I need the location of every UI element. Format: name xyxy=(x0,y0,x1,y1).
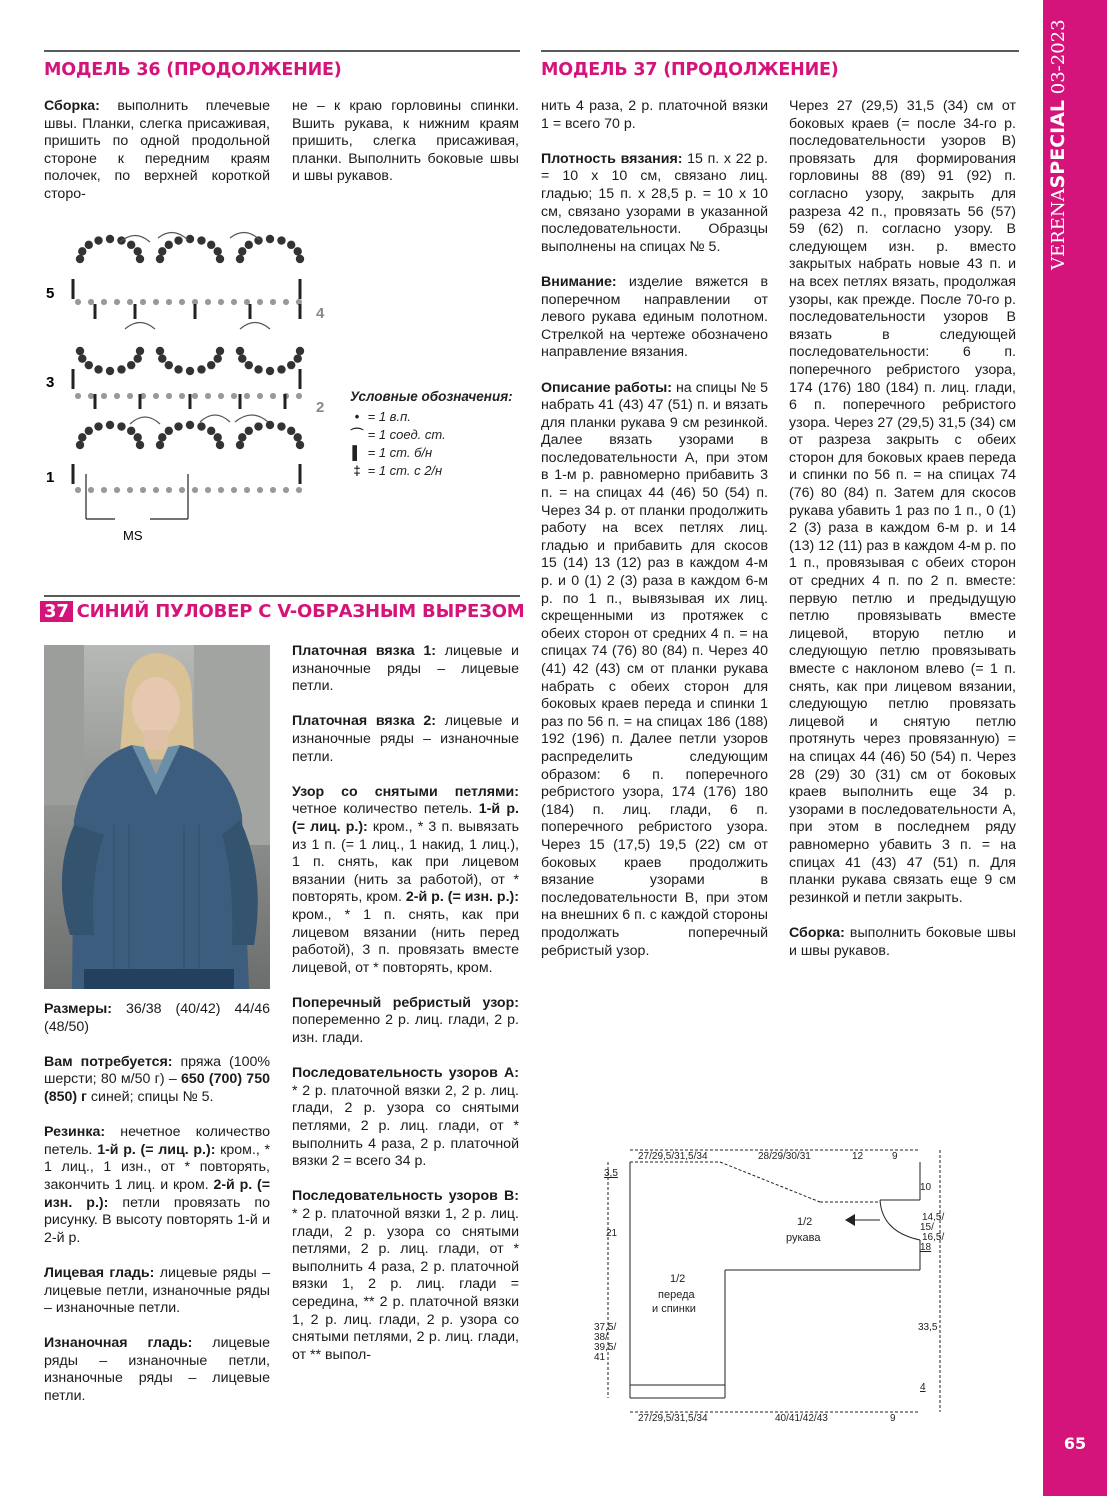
garment-schematic xyxy=(590,1140,970,1430)
svg-text:27/29,5/31,5/34: 27/29,5/31,5/34 xyxy=(638,1413,708,1424)
legend-item: ▌ = 1 ст. б/н xyxy=(350,444,513,462)
paragraph-neckline: Через 27 (29,5) 31,5 (34) см от боковых краев (= после 34-го р. последовательности узоров В) провязать для формирования горловины 88 (89) 91 (92) п. согласно узору, закрыть для разреза 42 п., провязать 56 (57) 59 (62) п. согласно узору. В следующем изн. р. вместо закрытых набрать новые 43 п. и на всех петлях вязать, продолжая узоры, как прежде. После 70-го р. последовательности узоров В вязать в следующей последовательности: 6 п. поперечного ребристого узора, 174 (176) 180 (184) п. лиц. глади, 6 п. поперечного ребристого узора. Через 27 (29,5) 31,5 (34) см от разреза закрыть с обеих сторон для боковых краев переда и спинки по 56 п. = на спицах 74 (76) 80 (84) п. Затем для скосов рукава убавить 1 раз по 1 п., 0 (1) 2 (3) раза в каждом 6-м р. и 14 (13) 12 (11) раз в каждом 4-м р. по 1 п., провязывая с обеих сторон от средних 4 п. по 2 п. вместе: первую петлю и предыдущую петлю провязывать вместе лицевой, вторую петлю и следующую петлю провязывать вместе с наклоном влево (= 1 п. снять, как при лицевом вязании, следующую петлю провязать лицевой и снятую петлю протянуть через провязанную) = на спицах 44 (46) 50 (54) п. Через 28 (29) 30 (31) см от боковых краев выполнить еще 34 р. узорами в последовательности А, при этом в последнем ряду равномерно убавить 3 п. = на спицах 41 (43) 47 (51) п. Для планки рукава связать еще 9 см резинкой и петли закрыть. xyxy=(789,98,1016,906)
model37-title: 37 СИНИЙ ПУЛОВЕР С V-ОБРАЗНЫМ ВЫРЕЗОМ xyxy=(40,601,525,622)
svg-text:14,5/: 14,5/ xyxy=(922,1212,945,1223)
magazine-brand: VERENASPECIAL 03-2023 xyxy=(1047,19,1069,270)
paragraph-stockinette: Лицевая гладь: лицевые ряды – лицевые петли, изнаночные ряды – изнаночные петли. xyxy=(44,1264,270,1317)
legend-item: ⌒ = 1 соед. ст. xyxy=(350,427,446,442)
paragraph-materials: Вам потребуется: пряжа (100% шерсти; 80 м/50 г) – 650 (700) 750 (850) г синей; спицы № 5. xyxy=(44,1053,270,1105)
model36-col1: Сборка: выполнить плечевые швы. Планки, слегка присаживая, пришить по одной продольной стороне к передним краям полочек, по верхней короткой сторо- xyxy=(44,98,270,202)
page-number: 65 xyxy=(1063,1434,1087,1453)
paragraph-garter-1: Платочная вязка 1: лицевые и изнаночные ряды – лицевые петли. xyxy=(292,643,519,695)
model37-col2 xyxy=(292,643,519,1382)
svg-text:12: 12 xyxy=(852,1151,864,1162)
svg-text:41: 41 xyxy=(594,1352,606,1363)
svg-text:и спинки: и спинки xyxy=(652,1303,696,1315)
chart-row-1: 1 xyxy=(46,469,55,486)
svg-text:21: 21 xyxy=(606,1228,618,1239)
dot-icon: • xyxy=(354,409,360,424)
paragraph-gauge: Плотность вязания: 15 п. х 22 р. = 10 х 10 см, связано лиц. гладью; 15 п. х 28,5 р. = 10 х 10 см, связано узорами в указанной последовательности. Образцы выполнены на спицах № 5. xyxy=(541,150,768,255)
model36-heading: МОДЕЛЬ 36 (ПРОДОЛЖЕНИЕ) xyxy=(44,60,342,80)
svg-text:28/29/30/31: 28/29/30/31 xyxy=(758,1151,811,1162)
model-photo xyxy=(44,645,270,989)
model37-col1 xyxy=(44,1001,270,1423)
svg-text:15/: 15/ xyxy=(920,1222,934,1233)
svg-text:16,5/: 16,5/ xyxy=(922,1232,945,1243)
svg-text:4: 4 xyxy=(920,1382,926,1393)
svg-text:38/: 38/ xyxy=(594,1332,608,1343)
model36-col2: не – к краю горловины спинки. Вшить рукава, к нижним краям пришить, слегка присаживая, планки. Выполнить боковые швы и швы рукавов. xyxy=(292,98,519,185)
chart-legend xyxy=(350,388,513,480)
svg-text:9: 9 xyxy=(892,1151,898,1162)
paragraph-instructions: Описание работы: на спицы № 5 набрать 41 (43) 47 (51) п. и вязать для планки рукава 9 см резинкой. Далее вязать узорами в последовательности А, при этом в 1-м р. равномерно прибавить 3 п. = на спицах 44 (46) 50 (54) п. Через 34 р. от планки продолжить работу на всех петлях лиц. гладью и прибавить для скосов 15 (14) 13 (12) раз в каждом 4-м р. и 0 (1) 2 (3) раза в каждом 6-м р. по 1 п., вывязывая их лиц. скрещенными из протяжек с обеих сторон от средних 4 п. = на спицах 74 (76) 80 (84) п. Через 40 (41) 42 (43) см от планки рукава набрать с обеих сторон для боковых краев переда и спинки 1 раз по 56 п. = на спицах 186 (188) 192 (196) п. Далее петли узоров распределить следующим образом: 6 п. поперечного ребристого узора, 174 (176) 180 (184) п. лиц. глади, 6 п. поперечного ребристого узора. Через 15 (17,5) 19,5 (22) см от боковых краев продолжить вязание узорами в последовательности В, при этом на внешних 6 п. с каждой стороны продолжать поперечный ребристый узор. xyxy=(541,379,768,959)
svg-text:33,5: 33,5 xyxy=(918,1322,938,1333)
model37-col3 xyxy=(541,98,768,978)
svg-text:переда: переда xyxy=(658,1289,695,1301)
chart-row-5: 5 xyxy=(46,285,55,302)
svg-text:рукава: рукава xyxy=(786,1232,821,1244)
single-crochet-icon: ▌ xyxy=(352,445,362,460)
sleeve-label: 1/2 xyxy=(797,1216,813,1228)
chart-row-2: 2 xyxy=(316,399,325,416)
svg-text:37,5/: 37,5/ xyxy=(594,1322,617,1333)
body-label: 1/2 xyxy=(670,1273,686,1285)
paragraph-sizes: Размеры: 36/38 (40/42) 44/46 (48/50) xyxy=(44,1001,270,1035)
chart-repeat-label: MS xyxy=(123,528,143,543)
paragraph-ridge-pattern: Поперечный ребристый узор: попеременно 2 р. лиц. глади, 2 р. изн. глади. xyxy=(292,994,519,1047)
crochet-chart xyxy=(40,224,340,544)
paragraph-rib: Резинка: нечетное количество петель. 1-й р. (= лиц. р.): кром., * 1 лиц., 1 изн., от * повторять, закончить 1 лиц. и кром. 2-й р. (= изн. р.): петли провязать по рисунку. В высоту повторять 1-й и 2-й р. xyxy=(44,1124,270,1246)
chart-row-4: 4 xyxy=(316,305,325,322)
model37-title-rule xyxy=(44,595,520,597)
paragraph-attention: Внимание: изделие вяжется в поперечном направлении от левого рукава единым полотном. Стрелкой на чертеже обозначено направление вязания. xyxy=(541,273,768,361)
legend-title: Условные обозначения: xyxy=(350,389,513,404)
model37-col4 xyxy=(789,98,1016,978)
paragraph-continued: нить 4 раза, 2 р. платочной вязки 1 = всего 70 р. xyxy=(541,98,768,132)
paragraph-garter-2: Платочная вязка 2: лицевые и изнаночные ряды – изнаночные петли. xyxy=(292,713,519,765)
chart-row-3: 3 xyxy=(46,374,55,391)
legend-item: • = 1 в.п. xyxy=(350,408,513,426)
svg-text:9: 9 xyxy=(890,1413,896,1424)
paragraph-reverse-stockinette: Изнаночная гладь: лицевые ряды – изнаночные петли, изнаночные ряды – лицевые петли. xyxy=(44,1335,270,1405)
paragraph-assembly: Сборка: выполнить боковые швы и швы рукавов. xyxy=(789,924,1016,959)
model36-rule xyxy=(44,50,520,52)
svg-text:10: 10 xyxy=(920,1182,932,1193)
svg-text:3,5: 3,5 xyxy=(604,1168,618,1179)
model37-rule xyxy=(541,50,1019,52)
model37-continued-heading: МОДЕЛЬ 37 (ПРОДОЛЖЕНИЕ) xyxy=(541,60,839,80)
slip-stitch-icon: ⌒ xyxy=(350,427,364,442)
svg-text:39,5/: 39,5/ xyxy=(594,1342,617,1353)
paragraph-slipped-pattern: Узор со снятыми петлями: четное количество петель. 1-й р. (= лиц. р.): кром., * 3 п. вывязать из 1 п. (= 1 лиц., 1 накид, 1 лиц.), 1 п. снять, как при лицевом вязании (нить за работой), от * повторять, кром. 2-й р. (= изн. р.): кром., * 1 п. снять, как при лицевом вязании (нить перед работой), 3 п. провязать вместе лицевой, от * повторять, кром. xyxy=(292,783,520,976)
double-crochet-icon: ‡ xyxy=(353,463,361,478)
paragraph-sequence-b: Последовательность узоров В: * 2 р. платочной вязки 1, 2 р. лиц. глади, 2 р. узора со снятыми петлями, 2 р. лиц. глади, от * выполнить 4 раза, 2 р. платочной вязки 1, 2 р. лиц. глади = середина, ** 2 р. платочной вязки 1, 2 р. лиц. глади, 2 р. узора со снятыми петлями, 2 р. лиц. глади, от ** выпол- xyxy=(292,1188,519,1363)
legend-item: ‡ = 1 ст. с 2/н xyxy=(350,462,513,480)
paragraph-sequence-a: Последовательность узоров А: * 2 р. платочной вязки 2, 2 р. лиц. глади, 2 р. узора со снятыми петлями, 2 р. лиц. глади, от * выполнить 4 раза, 2 р. платочной вязки 2 = всего 34 р. xyxy=(292,1065,519,1170)
svg-text:40/41/42/43: 40/41/42/43 xyxy=(775,1413,828,1424)
svg-text:18: 18 xyxy=(920,1242,932,1253)
model-number-badge: 37 xyxy=(40,601,73,622)
svg-text:27/29,5/31,5/34: 27/29,5/31,5/34 xyxy=(638,1151,708,1162)
